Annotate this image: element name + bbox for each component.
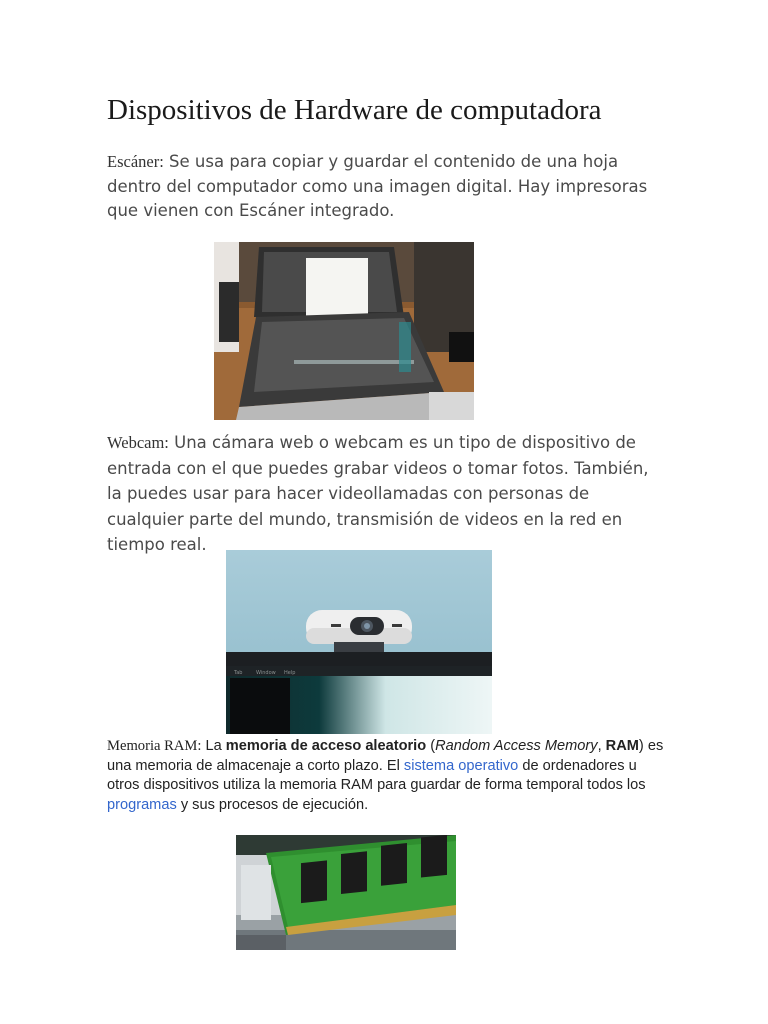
page-title: Dispositivos de Hardware de computadora bbox=[107, 94, 602, 126]
ram-text-5: de ordenadores u otros dispositivos utiliza la memoria RAM para guardar de forma temporal todos los bbox=[107, 757, 646, 793]
sistema-operativo-link[interactable]: sistema operativo bbox=[403, 757, 519, 774]
ram-bold-term: memoria de acceso aleatorio bbox=[225, 738, 427, 754]
webcam-screen-menu-window: Window bbox=[256, 670, 276, 676]
scanner-image bbox=[214, 242, 474, 420]
ram-text-4: ) es una memoria de almacenaje a corto plazo. El bbox=[107, 738, 664, 774]
ram-bold-abbr: RAM bbox=[605, 738, 639, 754]
webcam-screen-menu-tab: Tab bbox=[234, 670, 243, 676]
scanner-description: Se usa para copiar y guardar el contenido de una hoja dentro del computador como una imagen digital. Hay impresoras que vienen con Escáner integrado. bbox=[107, 152, 648, 220]
webcam-paragraph bbox=[107, 430, 667, 558]
ram-text-6: y sus procesos de ejecución. bbox=[176, 796, 369, 813]
webcam-description: Una cámara web o webcam es un tipo de dispositivo de entrada con el que puedes grabar videos o tomar fotos. También, la puedes usar para hacer videollamadas con personas de cualquier parte del mundo, transmisión de videos en la red en tiempo real. bbox=[107, 433, 649, 554]
ram-text-2: ( bbox=[426, 738, 436, 754]
ram-text-3: , bbox=[597, 738, 606, 754]
ram-image bbox=[236, 835, 456, 950]
ram-text-1: La bbox=[201, 738, 226, 754]
webcam-screen-menu-help: Help bbox=[284, 670, 296, 676]
scanner-label: Escáner: bbox=[107, 152, 164, 171]
webcam-image bbox=[226, 550, 492, 734]
programas-link[interactable]: programas bbox=[107, 796, 177, 813]
ram-paragraph bbox=[107, 737, 667, 815]
ram-italic-term: Random Access Memory bbox=[435, 738, 598, 754]
webcam-label: Webcam: bbox=[107, 433, 169, 452]
scanner-paragraph bbox=[107, 150, 652, 224]
ram-label: Memoria RAM: bbox=[107, 738, 202, 754]
